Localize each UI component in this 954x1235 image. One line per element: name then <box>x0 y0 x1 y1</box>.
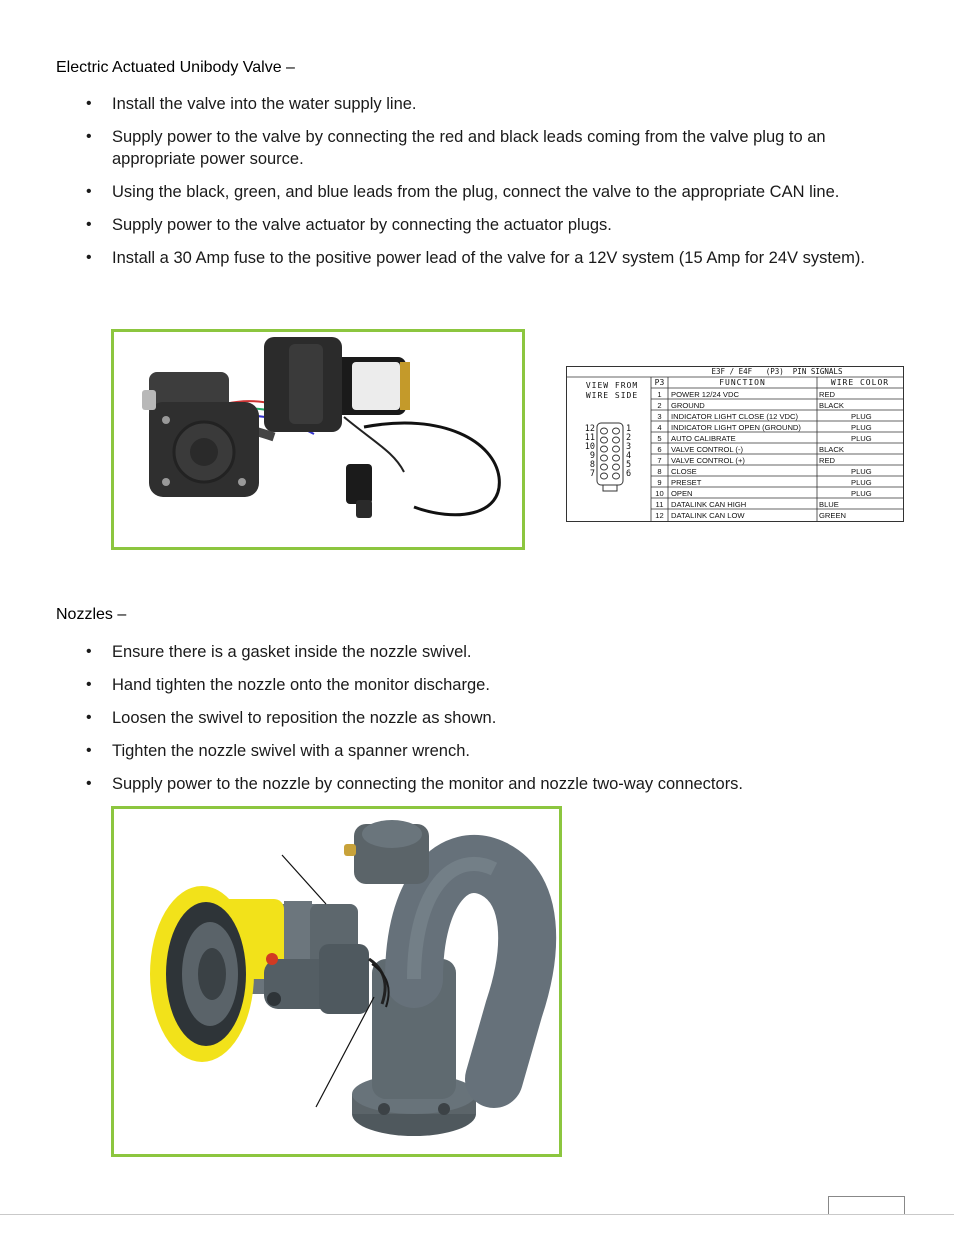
valve-instructions-list <box>0 93 954 269</box>
list-item: • Tighten the nozzle swivel with a spanner wrench. <box>86 742 470 760</box>
list-item: • Hand tighten the nozzle onto the monitor discharge. <box>86 676 490 694</box>
table-row: 6 VALVE CONTROL (-) BLACK <box>657 445 844 454</box>
bullet-icon: • <box>86 709 92 726</box>
bullet-icon: • <box>86 775 92 792</box>
view-from-wire-side-label: VIEW FROM WIRE SIDE <box>585 381 639 400</box>
col-header-function: FUNCTION <box>719 378 766 387</box>
bullet-icon: • <box>86 249 92 266</box>
nozzle-instructions-list <box>0 641 954 795</box>
table-row: 9 PRESET PLUG <box>657 478 872 487</box>
pin-table-rows <box>651 389 903 521</box>
table-row: 8 CLOSE PLUG <box>657 467 872 476</box>
left-pin-numbers: 12 11 10 9 8 7 <box>584 424 595 479</box>
bullet-icon: • <box>86 183 92 200</box>
table-row: 12 DATALINK CAN LOW GREEN <box>655 511 847 520</box>
right-pin-numbers: 1 2 3 4 5 6 <box>626 424 632 479</box>
col-header-wire-color: WIRE COLOR <box>830 378 890 387</box>
col-header-p3: P3 <box>654 378 665 387</box>
list-item: • Ensure there is a gasket inside the nozzle swivel. <box>86 643 472 661</box>
nozzle-photo <box>111 806 562 1157</box>
table-row: 3 INDICATOR LIGHT CLOSE (12 VDC) PLUG <box>657 412 872 421</box>
list-item: • Install the valve into the water supply line. <box>86 95 417 113</box>
list-item: • Using the black, green, and blue leads from the plug, connect the valve to the appropriate CAN line. <box>86 183 840 201</box>
table-row: 4 INDICATOR LIGHT OPEN (GROUND) PLUG <box>657 423 872 432</box>
table-row: 11 DATALINK CAN HIGH BLUE <box>655 500 839 509</box>
list-item: • Supply power to the nozzle by connecting the monitor and nozzle two-way connectors. <box>86 775 744 793</box>
bullet-icon: • <box>86 676 92 693</box>
bullet-icon: • <box>86 128 92 145</box>
bullet-icon: • <box>86 95 92 112</box>
valve-photo <box>111 329 525 550</box>
bullet-icon: • <box>86 742 92 759</box>
footer-divider <box>0 1214 954 1215</box>
bullet-icon: • <box>86 216 92 233</box>
table-row: 1 POWER 12/24 VDC RED <box>657 390 836 399</box>
nozzles-section-heading: Nozzles – <box>56 606 127 623</box>
valve-section-heading: Electric Actuated Unibody Valve – <box>56 59 295 76</box>
list-item: • Install a 30 Amp fuse to the positive power lead of the valve for a 12V system (15 Amp for 24V system). <box>86 249 865 267</box>
page-number-tab <box>828 1196 905 1215</box>
pin-signals-table <box>566 366 904 522</box>
pin-table-title: E3F / E4F (P3) PIN SIGNALS <box>711 367 843 376</box>
nozzle-monitor-illustration <box>114 809 559 1154</box>
table-row: 5 AUTO CALIBRATE PLUG <box>657 434 872 443</box>
table-row: 2 GROUND BLACK <box>657 401 844 410</box>
list-item: • Loosen the swivel to reposition the nozzle as shown. <box>86 709 497 727</box>
table-row: 10 OPEN PLUG <box>655 489 872 498</box>
bullet-icon: • <box>86 643 92 660</box>
valve-illustration <box>114 332 522 547</box>
list-item: • Supply power to the valve actuator by connecting the actuator plugs. <box>86 216 612 234</box>
table-row: 7 VALVE CONTROL (+) RED <box>657 456 836 465</box>
list-item: • Supply power to the valve by connecting the red and black leads coming from the valve plug to an appropriate power source. <box>86 128 826 168</box>
